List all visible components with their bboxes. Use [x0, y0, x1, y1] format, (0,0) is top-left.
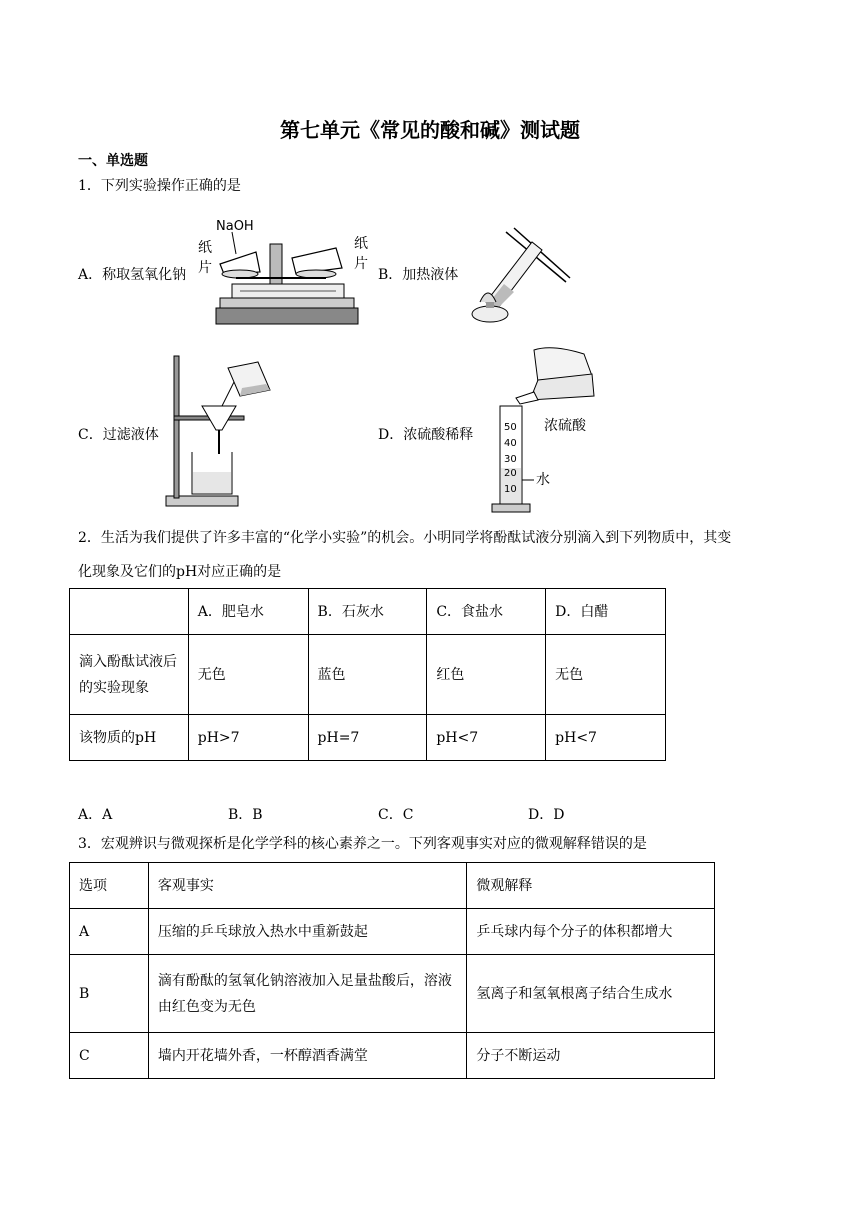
- q2-cell: pH<7: [427, 715, 546, 761]
- filtration-figure: [162, 352, 282, 510]
- q3-cell: 分子不断运动: [467, 1033, 715, 1079]
- q1-option-a[interactable]: A．称取氢氧化钠: [78, 267, 187, 283]
- scale-30: 30: [504, 454, 517, 465]
- table-row: [70, 955, 715, 1033]
- paper-label-left-2: 片: [198, 260, 212, 276]
- water-label: 水: [536, 472, 550, 488]
- q2-header-cell: D．白醋: [546, 589, 666, 635]
- q3-table: [69, 862, 715, 1079]
- q2-header-cell: [70, 589, 189, 635]
- q2-cell: 该物质的pH: [70, 715, 189, 761]
- q1-option-b[interactable]: B．加热液体: [378, 267, 459, 283]
- q3-cell: 墙内开花墙外香，一杯醇酒香满堂: [148, 1033, 466, 1079]
- q2-header-cell: A．肥皂水: [188, 589, 308, 635]
- scale-10: 10: [504, 484, 517, 495]
- q2-cell: 蓝色: [308, 635, 427, 715]
- table-row: [70, 635, 666, 715]
- paper-label-right-2: 片: [354, 256, 368, 272]
- q3-cell: C: [70, 1033, 149, 1079]
- table-row: [70, 909, 715, 955]
- q3-header-cell: 选项: [70, 863, 149, 909]
- dilution-figure: [482, 340, 600, 516]
- q1-option-d[interactable]: D．浓硫酸稀释: [378, 427, 474, 443]
- q3-cell: 氢离子和氢氧根离子结合生成水: [467, 955, 715, 1033]
- balance-figure: [196, 214, 372, 328]
- section-heading: 一、单选题: [78, 153, 148, 169]
- q2-cell: 滴入酚酞试液后的实验现象: [70, 635, 189, 715]
- paper-label-left-1: 纸: [198, 240, 212, 256]
- paper-label-right-1: 纸: [354, 236, 368, 252]
- q2-choice-b[interactable]: B．B: [228, 807, 263, 823]
- q3-cell: 乒乓球内每个分子的体积都增大: [467, 909, 715, 955]
- q3-cell: 滴有酚酞的氢氧化钠溶液加入足量盐酸后，溶液由红色变为无色: [148, 955, 466, 1033]
- q2-cell: 无色: [188, 635, 308, 715]
- scale-20: 20: [504, 468, 517, 479]
- q1-option-c[interactable]: C．过滤液体: [78, 427, 159, 443]
- q3-header-cell: 微观解释: [467, 863, 715, 909]
- table-row: [70, 715, 666, 761]
- q2-choice-a[interactable]: A．A: [78, 807, 113, 823]
- q3-stem: 3．宏观辨识与微观探析是化学学科的核心素养之一。下列客观事实对应的微观解释错误的是: [78, 836, 647, 852]
- q2-cell: 红色: [427, 635, 546, 715]
- q2-table: [69, 588, 666, 761]
- q2-table-header: [70, 589, 666, 635]
- q3-table-header: [70, 863, 715, 909]
- q2-cell: pH=7: [308, 715, 427, 761]
- q2-stem-line1: 2．生活为我们提供了许多丰富的“化学小实验”的机会。小明同学将酚酞试液分别滴入到下列物质中，其变: [78, 530, 732, 546]
- acid-label: 浓硫酸: [544, 418, 586, 434]
- q2-cell: pH>7: [188, 715, 308, 761]
- scale-40: 40: [504, 438, 517, 449]
- q3-header-cell: 客观事实: [148, 863, 466, 909]
- q2-cell: pH<7: [546, 715, 666, 761]
- naoh-label: NaOH: [216, 219, 254, 234]
- q2-header-cell: C．食盐水: [427, 589, 546, 635]
- q3-cell: B: [70, 955, 149, 1033]
- q3-cell: 压缩的乒乓球放入热水中重新鼓起: [148, 909, 466, 955]
- q1-stem: 1．下列实验操作正确的是: [78, 178, 241, 194]
- q2-cell: 无色: [546, 635, 666, 715]
- heating-figure: [466, 222, 572, 326]
- q2-choice-c[interactable]: C．C: [378, 807, 414, 823]
- q3-cell: A: [70, 909, 149, 955]
- q2-choice-d[interactable]: D．D: [528, 807, 565, 823]
- q2-stem-line2: 化现象及它们的pH对应正确的是: [78, 564, 282, 580]
- q2-header-cell: B．石灰水: [308, 589, 427, 635]
- table-row: [70, 1033, 715, 1079]
- scale-50: 50: [504, 422, 517, 433]
- page-title: 第七单元《常见的酸和碱》测试题: [280, 118, 580, 142]
